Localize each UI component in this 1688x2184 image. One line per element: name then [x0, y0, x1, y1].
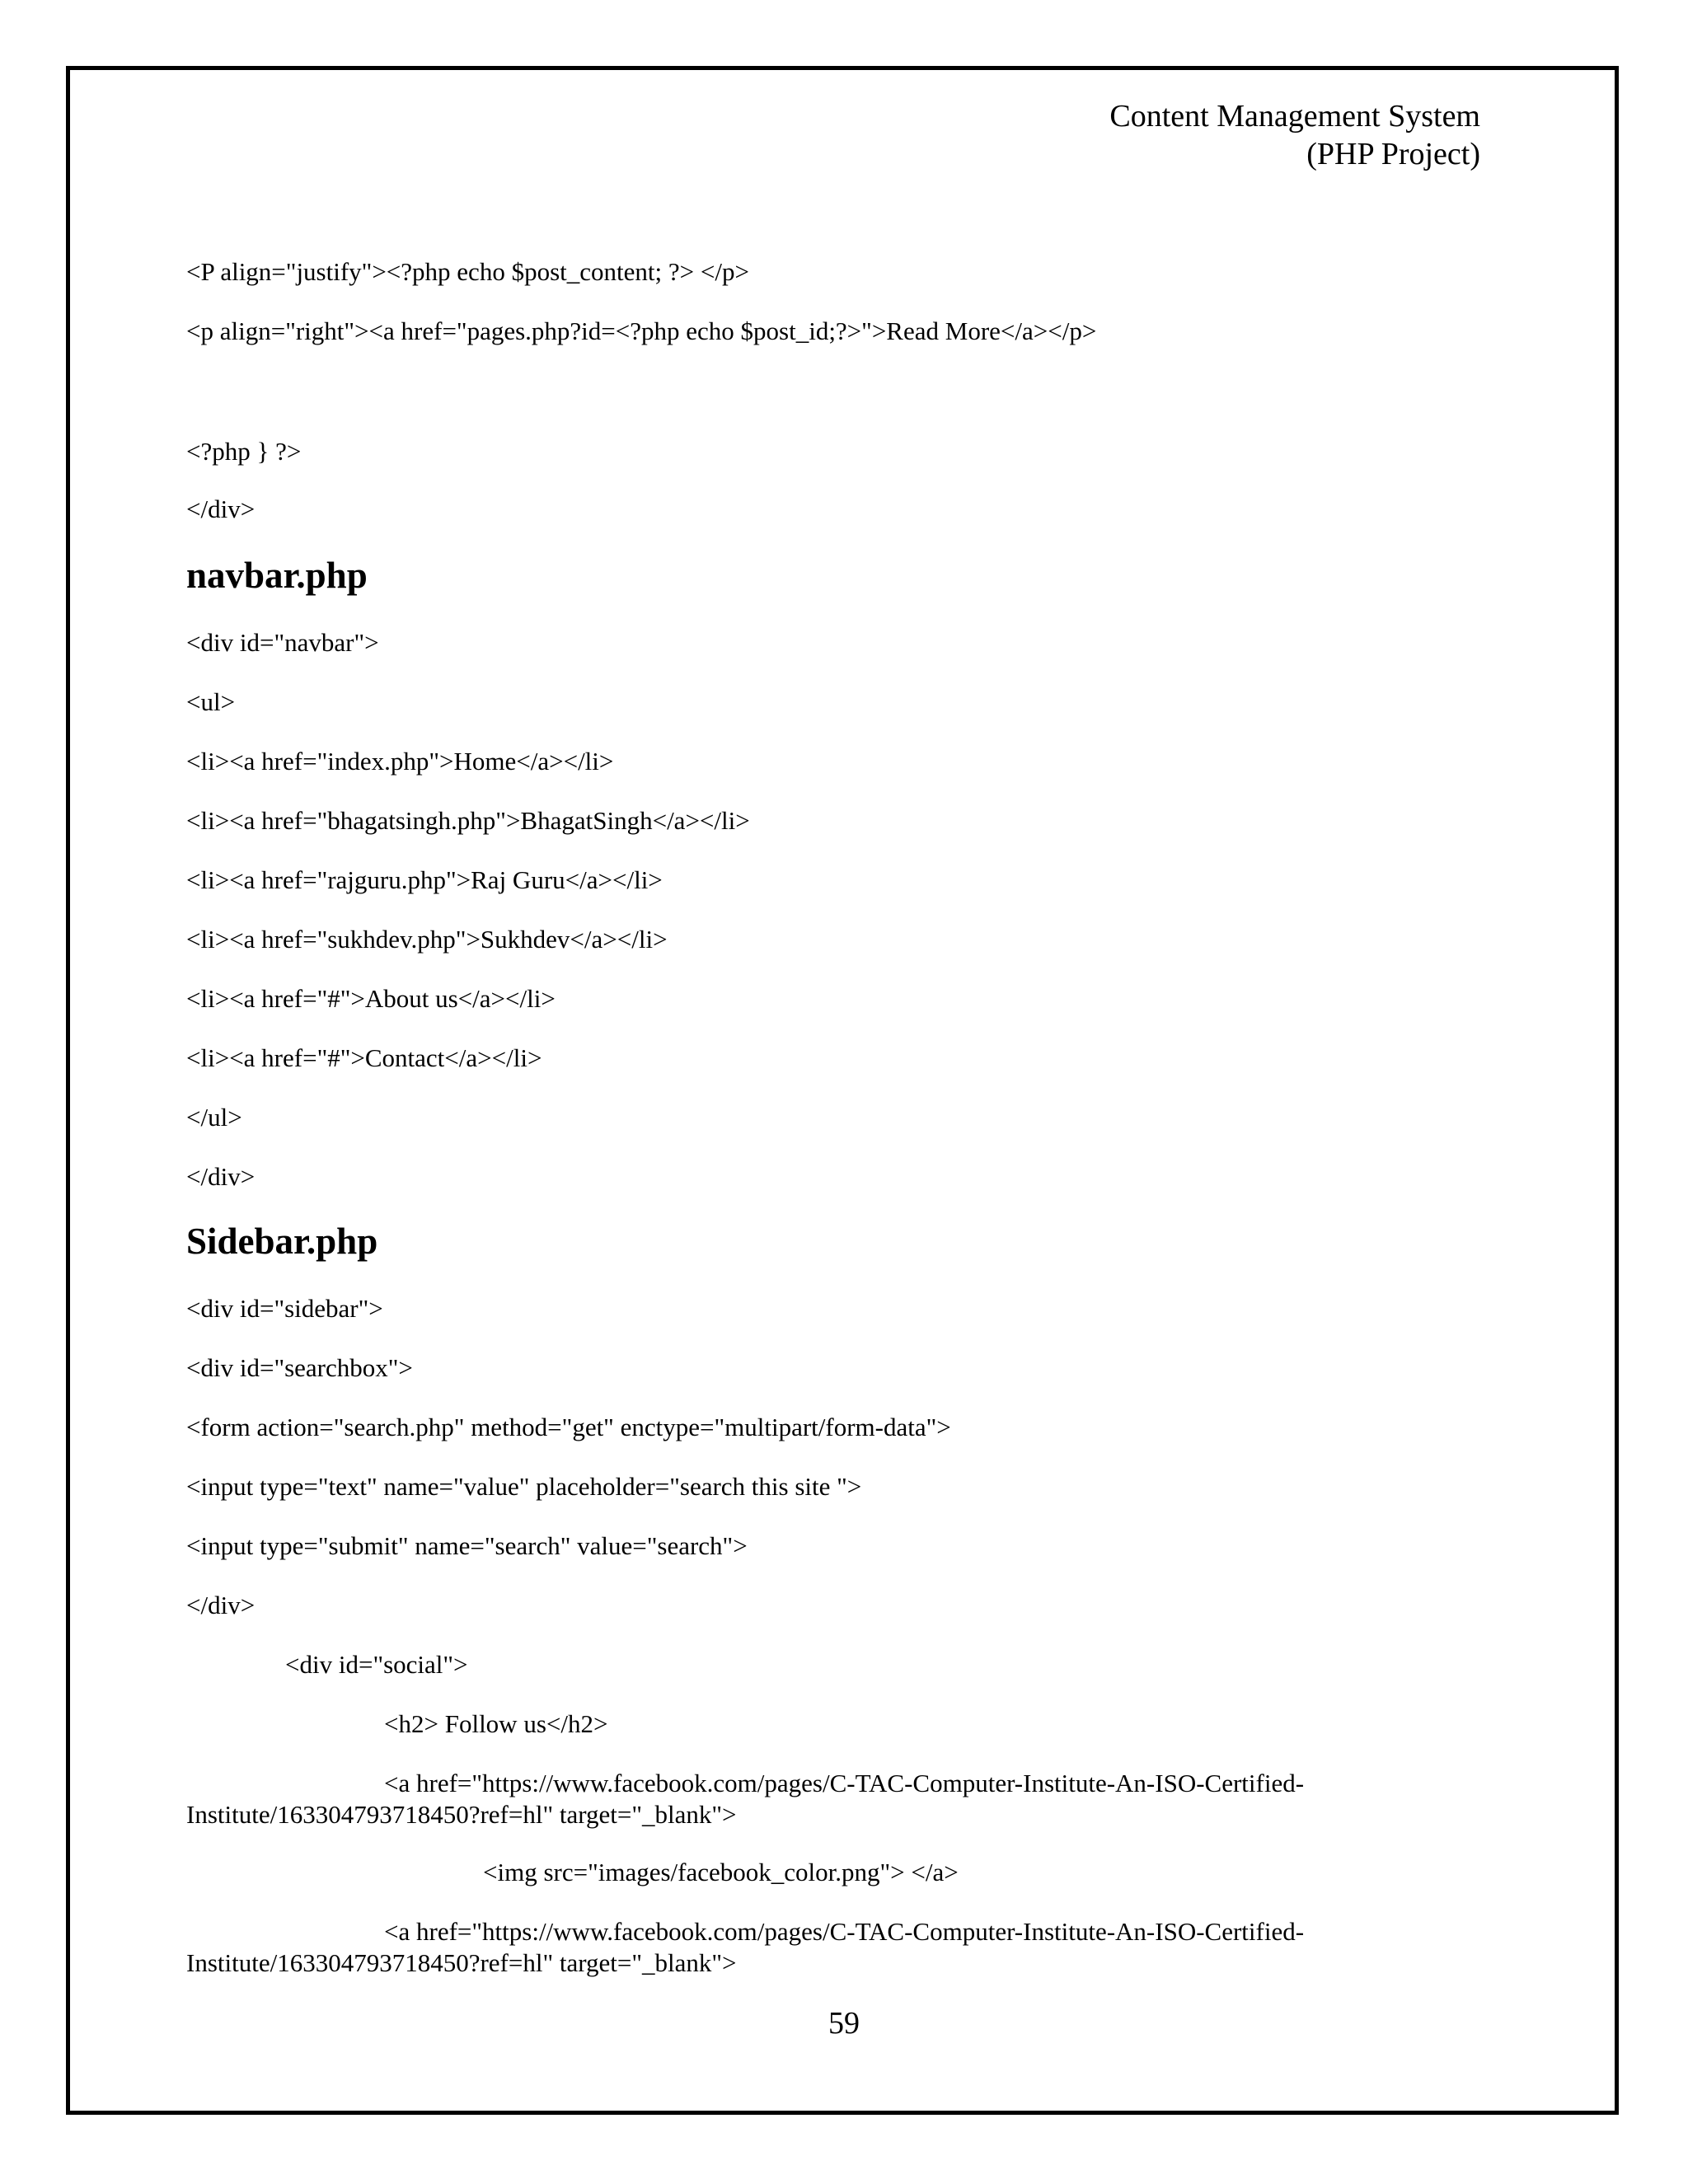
code-line: Institute/163304793718450?ref=hl" target="_blank">: [186, 1800, 737, 1829]
code-line: <div id="social">: [285, 1650, 468, 1679]
code-line: <input type="text" name="value" placeholder="search this site ">: [186, 1472, 862, 1501]
code-line: </div>: [186, 1591, 256, 1619]
code-line: <div id="sidebar">: [186, 1294, 383, 1323]
code-line: <div id="searchbox">: [186, 1353, 413, 1382]
code-line: <img src="images/facebook_color.png"> </a>: [483, 1858, 959, 1886]
code-line: <h2> Follow us</h2>: [384, 1709, 608, 1738]
code-line: <p align="right"><a href="pages.php?id=<?php echo $post_id;?>">Read More</a></p>: [186, 316, 1097, 345]
code-line: <P align="justify"><?php echo $post_content; ?> </p>: [186, 257, 749, 286]
code-line: <li><a href="rajguru.php">Raj Guru</a></li>: [186, 865, 663, 894]
code-line: <a href="https://www.facebook.com/pages/C-TAC-Computer-Institute-An-ISO-Certified-: [384, 1917, 1305, 1946]
code-line: Institute/163304793718450?ref=hl" target="_blank">: [186, 1948, 737, 1977]
code-line: </div>: [186, 494, 256, 523]
code-line: <div id="navbar">: [186, 628, 379, 657]
code-line: <form action="search.php" method="get" enctype="multipart/form-data">: [186, 1413, 951, 1441]
code-line: <input type="submit" name="search" value="search">: [186, 1531, 748, 1560]
document-header: [1109, 97, 1480, 173]
code-line: <li><a href="index.php">Home</a></li>: [186, 747, 614, 776]
header-subtitle: (PHP Project): [1306, 137, 1480, 171]
code-line: </ul>: [186, 1103, 242, 1132]
code-line: <li><a href="#">Contact</a></li>: [186, 1043, 542, 1072]
code-line: <li><a href="bhagatsingh.php">BhagatSingh</a></li>: [186, 806, 750, 835]
code-line: <?php } ?>: [186, 437, 302, 466]
section-heading-navbar: navbar.php: [186, 555, 368, 596]
code-line: <a href="https://www.facebook.com/pages/C-TAC-Computer-Institute-An-ISO-Certified-: [384, 1769, 1305, 1797]
code-line: </div>: [186, 1162, 256, 1191]
code-line: <li><a href="sukhdev.php">Sukhdev</a></li>: [186, 925, 668, 954]
code-line: <ul>: [186, 687, 236, 716]
code-line: <li><a href="#">About us</a></li>: [186, 984, 556, 1013]
section-heading-sidebar: Sidebar.php: [186, 1221, 378, 1262]
header-title: Content Management System: [1109, 99, 1480, 134]
page-number: 59: [828, 2006, 860, 2041]
